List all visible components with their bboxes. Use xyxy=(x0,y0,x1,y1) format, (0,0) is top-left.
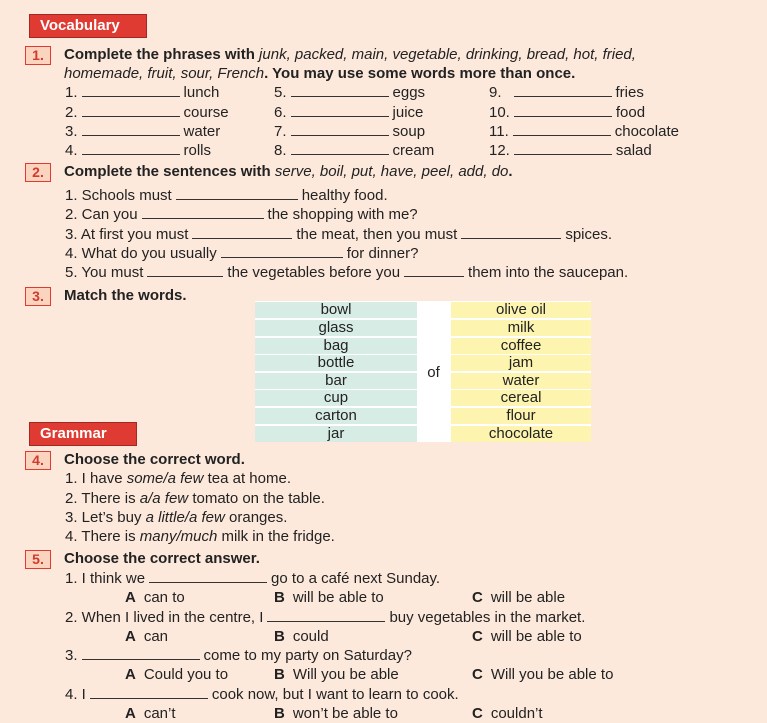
item-word: water xyxy=(183,123,221,140)
exercise-4-number: 4. xyxy=(25,451,51,470)
ex1-head-tail: . You may use some words more than once. xyxy=(264,65,576,82)
sentence-text: milk in the fridge. xyxy=(221,528,335,545)
match-left-item[interactable]: bar xyxy=(255,373,417,389)
option-text: will be able xyxy=(490,589,566,606)
question-text: 4. I xyxy=(65,686,86,703)
exercise-1-heading-line2 xyxy=(64,65,575,82)
answer-blank[interactable] xyxy=(291,123,389,136)
match-left-item[interactable]: glass xyxy=(255,320,417,336)
ex1-item xyxy=(274,104,423,121)
exercise-1-number: 1. xyxy=(25,46,51,65)
sentence-text: the vegetables before you xyxy=(227,264,401,281)
question-text: 2. When I lived in the centre, I xyxy=(65,609,264,626)
sentence-text: 3. Let’s buy xyxy=(65,509,142,526)
item-number: 6. xyxy=(274,104,287,121)
answer-blank[interactable] xyxy=(513,123,611,136)
option-letter: A xyxy=(125,589,136,606)
ex1-item xyxy=(274,142,434,159)
item-word: lunch xyxy=(183,84,220,101)
item-number: 3. xyxy=(65,123,78,140)
word-choice[interactable]: some/a few xyxy=(126,470,204,487)
answer-blank[interactable] xyxy=(176,187,298,200)
sentence-text: spices. xyxy=(565,226,612,243)
ex2-sentence-2 xyxy=(65,206,418,223)
question-text: 1. I think we xyxy=(65,570,146,587)
sentence-text: 2. Can you xyxy=(65,206,138,223)
sentence-text: tomato on the table. xyxy=(192,490,325,507)
ex1-item xyxy=(489,142,652,159)
answer-blank[interactable] xyxy=(514,142,612,155)
sentence-text: for dinner? xyxy=(346,245,419,262)
option-a[interactable] xyxy=(125,666,228,683)
match-right-item[interactable]: milk xyxy=(451,320,591,336)
word-choice[interactable]: a little/a few xyxy=(145,509,225,526)
answer-blank[interactable] xyxy=(291,84,389,97)
option-c[interactable] xyxy=(472,589,565,606)
ex2-sentence-3 xyxy=(65,226,612,243)
sentence-text: oranges. xyxy=(229,509,288,526)
grammar-section-label: Grammar xyxy=(29,422,137,446)
option-letter: B xyxy=(274,589,285,606)
question-text: go to a café next Sunday. xyxy=(271,570,441,587)
sentence-text: them into the saucepan. xyxy=(468,264,629,281)
answer-blank[interactable] xyxy=(192,226,292,239)
sentence-text: 5. You must xyxy=(65,264,144,281)
match-right-item[interactable]: coffee xyxy=(451,338,591,354)
option-text: Will you be able xyxy=(292,666,399,683)
option-letter: B xyxy=(274,628,285,645)
sentence-text: the shopping with me? xyxy=(267,206,418,223)
match-right-item[interactable]: olive oil xyxy=(451,302,591,318)
sentence-text: 4. There is xyxy=(65,528,136,545)
match-right-item[interactable]: flour xyxy=(451,408,591,424)
item-word: salad xyxy=(615,142,652,159)
option-text: can xyxy=(143,628,169,645)
sentence-text: 1. Schools must xyxy=(65,187,172,204)
sentence-text: 3. At first you must xyxy=(65,226,189,243)
option-text: will be able to xyxy=(292,589,384,606)
match-right-item[interactable]: chocolate xyxy=(451,426,591,442)
item-word: food xyxy=(615,104,646,121)
answer-blank[interactable] xyxy=(147,264,223,277)
answer-blank[interactable] xyxy=(82,123,180,136)
question-text: cook now, but I want to learn to cook. xyxy=(211,686,459,703)
exercise-3-heading: Match the words. xyxy=(64,287,187,304)
answer-blank[interactable] xyxy=(90,686,208,699)
option-letter: C xyxy=(472,705,483,722)
item-number: 1. xyxy=(65,84,78,101)
ex4-sentence-3 xyxy=(65,509,287,526)
option-text: Could you to xyxy=(143,666,229,683)
item-word: eggs xyxy=(392,84,426,101)
match-right-item[interactable]: water xyxy=(451,373,591,389)
ex5-question-1 xyxy=(65,570,440,587)
option-text: won’t be able to xyxy=(292,705,398,722)
option-letter: A xyxy=(125,705,136,722)
exercise-3-number: 3. xyxy=(25,287,51,306)
answer-blank[interactable] xyxy=(514,104,612,117)
item-number: 7. xyxy=(274,123,287,140)
item-number: 2. xyxy=(65,104,78,121)
option-b[interactable] xyxy=(274,628,329,645)
item-number: 11. xyxy=(489,123,509,140)
answer-blank[interactable] xyxy=(221,245,343,258)
ex4-sentence-1 xyxy=(65,470,291,487)
option-text: Will you be able to xyxy=(490,666,614,683)
option-letter: C xyxy=(472,589,483,606)
exercise-1-heading xyxy=(64,46,636,63)
question-text: buy vegetables in the market. xyxy=(389,609,586,626)
question-text: 3. xyxy=(65,647,78,664)
option-text: could xyxy=(292,628,329,645)
sentence-text: 1. I have xyxy=(65,470,123,487)
answer-blank[interactable] xyxy=(461,226,561,239)
ex2-sentence-4 xyxy=(65,245,418,262)
option-text: couldn’t xyxy=(490,705,543,722)
ex1-head-words-2: homemade, fruit, sour, French xyxy=(64,65,265,82)
option-letter: C xyxy=(472,628,483,645)
match-right-item[interactable]: cereal xyxy=(451,390,591,406)
item-word: course xyxy=(183,104,229,121)
sentence-text: 4. What do you usually xyxy=(65,245,217,262)
option-c[interactable] xyxy=(472,628,582,645)
option-letter: B xyxy=(274,705,285,722)
sentence-text: the meat, then you must xyxy=(296,226,458,243)
item-number: 9. xyxy=(489,84,502,101)
option-b[interactable] xyxy=(274,705,398,722)
answer-blank[interactable] xyxy=(82,84,180,97)
sentence-text: 2. There is xyxy=(65,490,136,507)
match-left-item[interactable]: bowl xyxy=(255,302,417,318)
option-b[interactable] xyxy=(274,666,399,683)
ex1-item xyxy=(65,104,229,121)
ex4-sentence-2 xyxy=(65,490,325,507)
option-c[interactable] xyxy=(472,666,613,683)
word-choice[interactable]: many/much xyxy=(139,528,218,545)
ex1-head-words-1: junk, packed, main, vegetable, drinking, bread, hot, fried, xyxy=(259,46,636,63)
item-number: 12. xyxy=(489,142,510,159)
match-left-item[interactable]: jar xyxy=(255,426,417,442)
option-letter: A xyxy=(125,628,136,645)
ex4-sentence-4 xyxy=(65,528,335,545)
ex5-question-2 xyxy=(65,609,585,626)
ex2-head-bold: Complete the sentences with xyxy=(64,163,271,180)
exercise-5-number: 5. xyxy=(25,550,51,569)
item-number: 4. xyxy=(65,142,78,159)
item-number: 5. xyxy=(274,84,287,101)
option-a[interactable] xyxy=(125,589,185,606)
option-text: will be able to xyxy=(490,628,582,645)
option-b[interactable] xyxy=(274,589,384,606)
answer-blank[interactable] xyxy=(514,84,612,97)
ex1-item xyxy=(489,84,644,101)
answer-blank[interactable] xyxy=(82,104,180,117)
option-letter: C xyxy=(472,666,483,683)
option-text: can to xyxy=(143,589,185,606)
match-left-item[interactable]: bag xyxy=(255,338,417,354)
ex2-head-tail: . xyxy=(508,163,513,180)
ex5-question-4 xyxy=(65,686,459,703)
question-text: come to my party on Saturday? xyxy=(203,647,412,664)
word-choice[interactable]: a/a few xyxy=(139,490,189,507)
ex2-head-words: serve, boil, put, have, peel, add, do xyxy=(274,163,509,180)
ex1-head-bold: Complete the phrases with xyxy=(64,46,255,63)
ex1-item xyxy=(65,142,211,159)
option-text: can’t xyxy=(143,705,176,722)
ex2-sentence-1 xyxy=(65,187,388,204)
answer-blank[interactable] xyxy=(142,206,264,219)
ex1-item xyxy=(489,104,645,121)
ex1-item xyxy=(274,84,425,101)
exercise-4-heading: Choose the correct word. xyxy=(64,451,245,468)
answer-blank[interactable] xyxy=(267,609,385,622)
ex1-item xyxy=(65,84,219,101)
match-left-item[interactable]: carton xyxy=(255,408,417,424)
answer-blank[interactable] xyxy=(82,647,200,660)
exercise-5-heading: Choose the correct answer. xyxy=(64,550,260,567)
ex1-item xyxy=(274,123,425,140)
item-word: juice xyxy=(392,104,424,121)
item-number: 10. xyxy=(489,104,510,121)
item-word: fries xyxy=(615,84,644,101)
ex5-question-3 xyxy=(65,647,412,664)
sentence-text: tea at home. xyxy=(207,470,291,487)
vocabulary-section-label: Vocabulary xyxy=(29,14,147,38)
match-right-item[interactable]: jam xyxy=(451,355,591,371)
match-of-label: of xyxy=(427,364,440,381)
item-number: 8. xyxy=(274,142,287,159)
option-a[interactable] xyxy=(125,628,168,645)
match-left-item[interactable]: cup xyxy=(255,390,417,406)
option-a[interactable] xyxy=(125,705,176,722)
ex2-sentence-5 xyxy=(65,264,628,281)
option-letter: B xyxy=(274,666,285,683)
match-left-item[interactable]: bottle xyxy=(255,355,417,371)
item-word: rolls xyxy=(183,142,212,159)
item-word: cream xyxy=(392,142,435,159)
exercise-2-heading xyxy=(64,163,513,180)
sentence-text: healthy food. xyxy=(301,187,388,204)
exercise-2-number: 2. xyxy=(25,163,51,182)
answer-blank[interactable] xyxy=(291,142,389,155)
ex1-item xyxy=(65,123,220,140)
answer-blank[interactable] xyxy=(82,142,180,155)
answer-blank[interactable] xyxy=(404,264,464,277)
answer-blank[interactable] xyxy=(291,104,389,117)
answer-blank[interactable] xyxy=(149,570,267,583)
item-word: chocolate xyxy=(614,123,679,140)
option-c[interactable] xyxy=(472,705,543,722)
option-letter: A xyxy=(125,666,136,683)
ex1-item xyxy=(489,123,679,140)
item-word: soup xyxy=(392,123,426,140)
